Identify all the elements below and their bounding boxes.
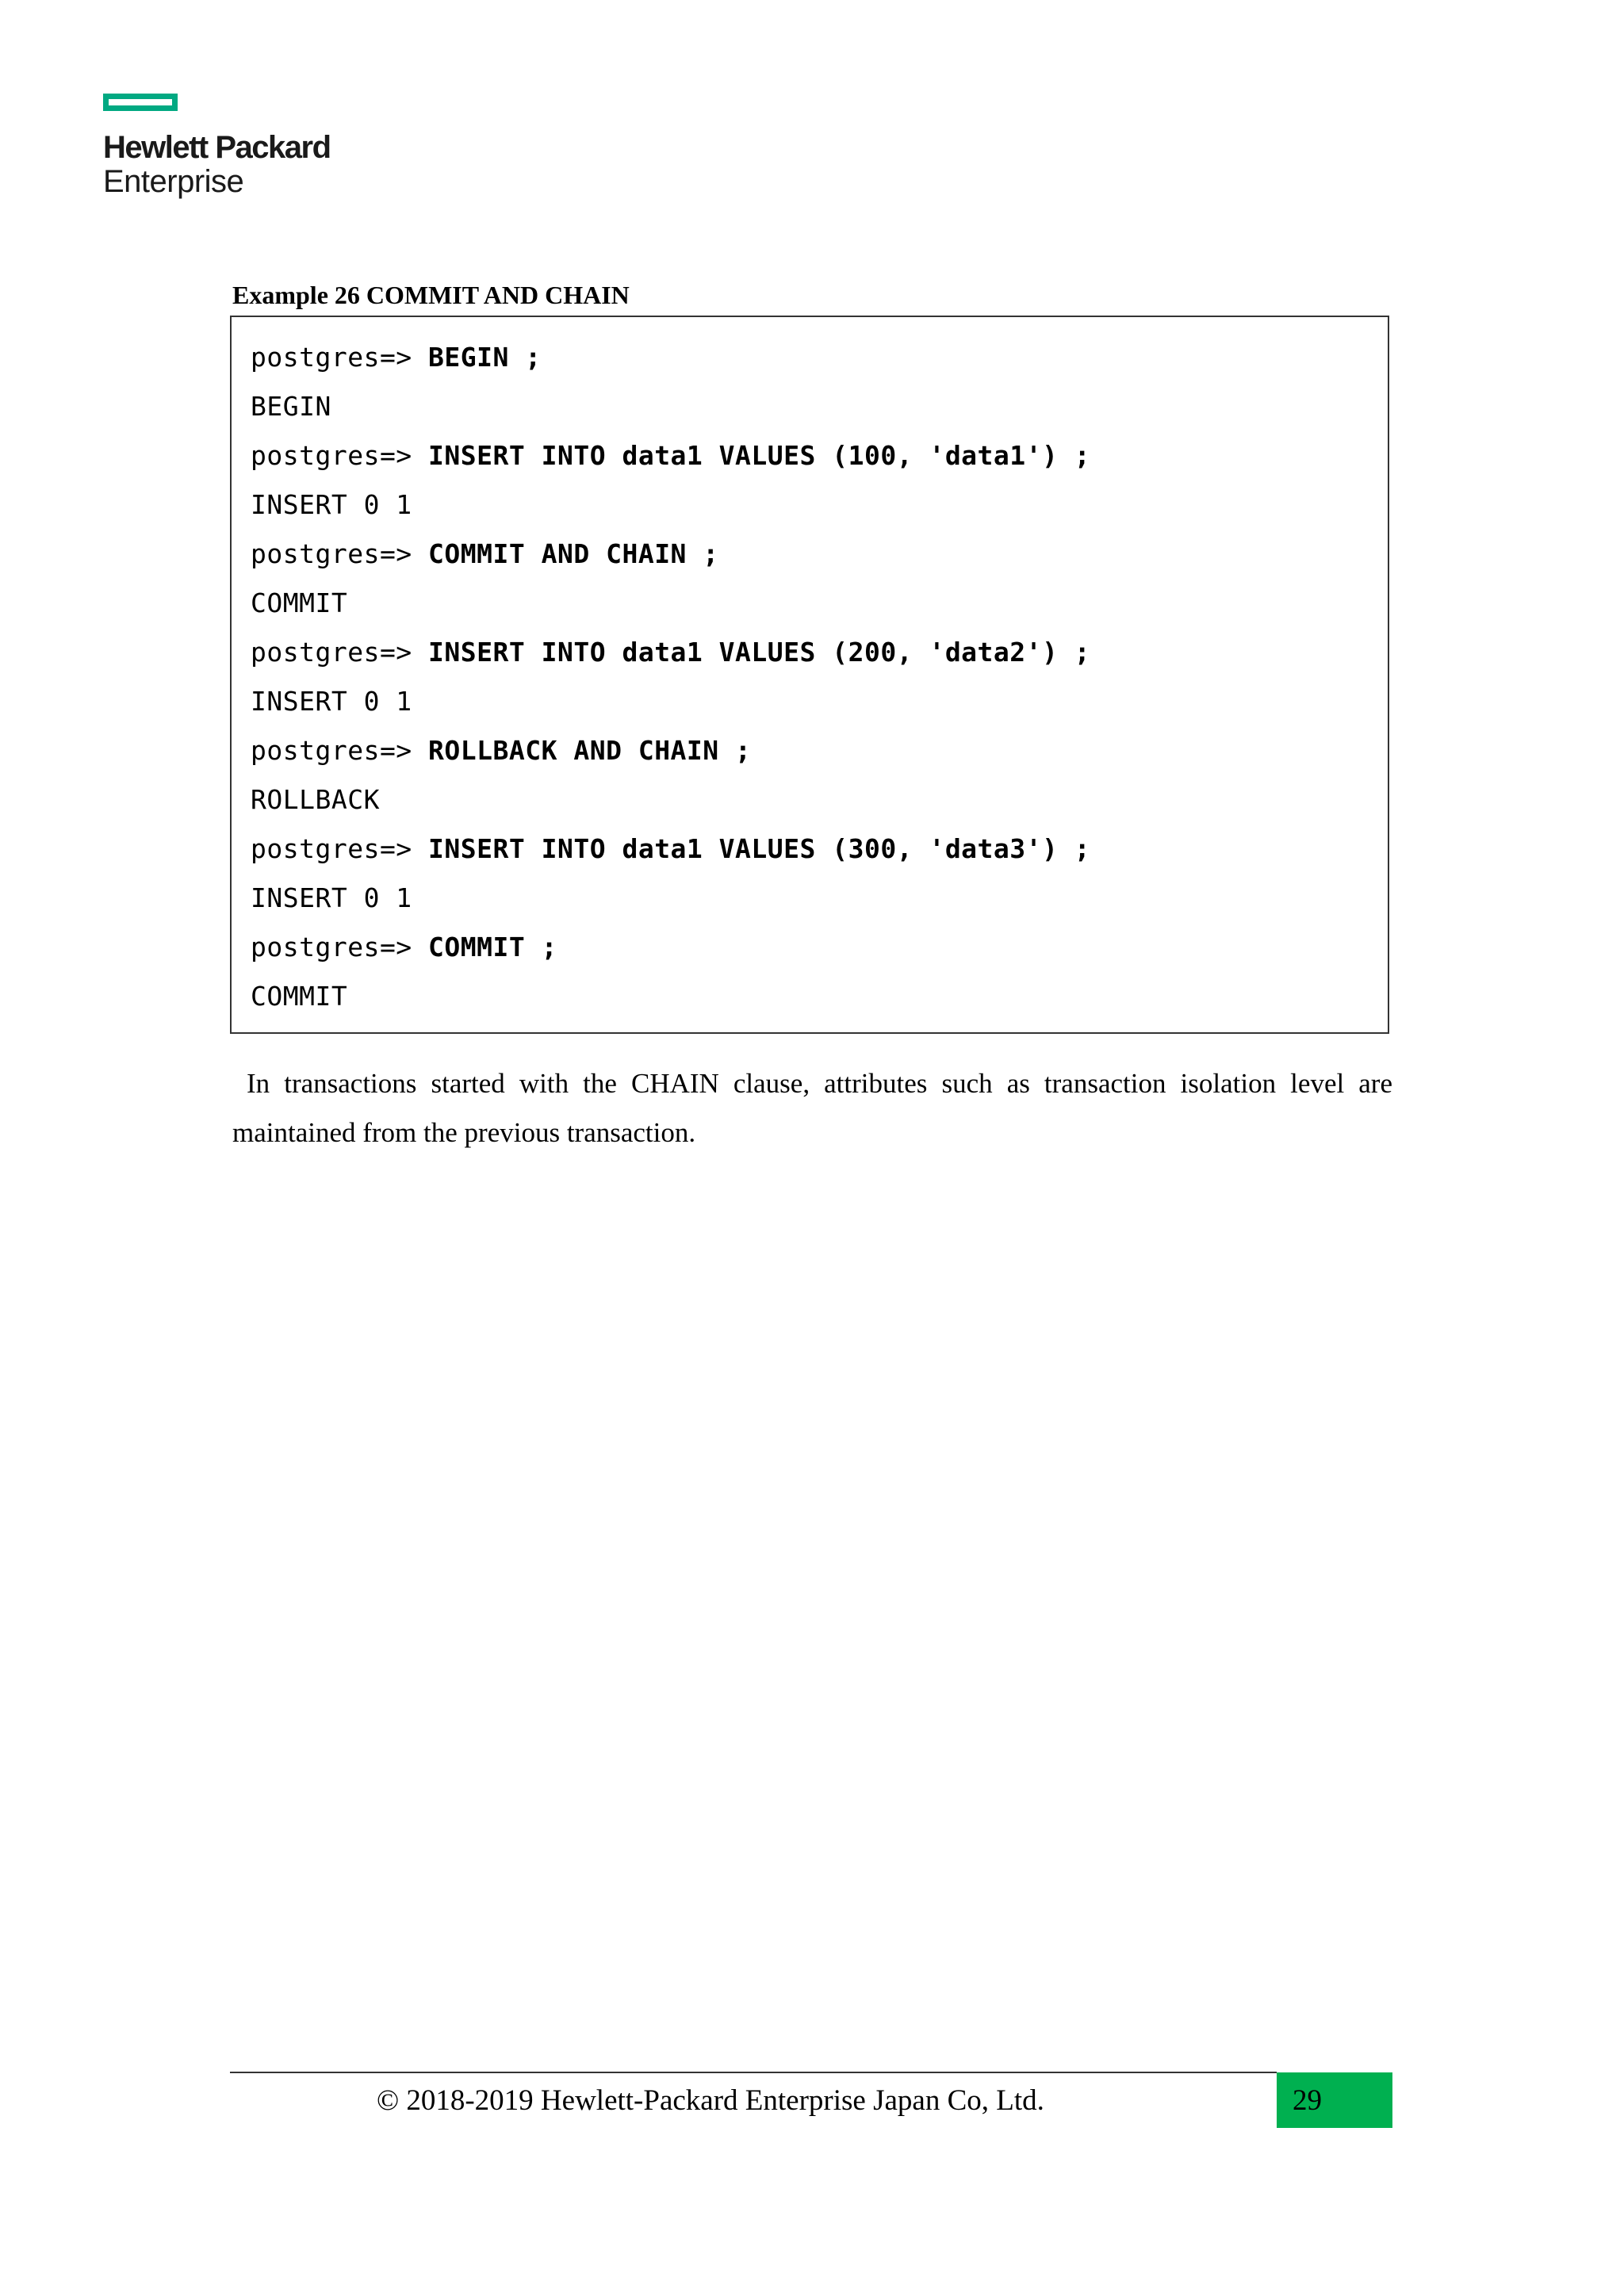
code-line xyxy=(251,972,1388,1021)
output: COMMIT xyxy=(251,981,348,1012)
footer-copyright: © 2018-2019 Hewlett-Packard Enterprise Japan Co, Ltd. xyxy=(377,2084,1044,2117)
output: INSERT 0 1 xyxy=(251,882,412,913)
code-line xyxy=(251,628,1388,677)
prompt: postgres=> xyxy=(251,538,429,569)
code-line xyxy=(251,923,1388,972)
body-paragraph: In transactions started with the CHAIN clause, attributes such as transaction isolation level are maintained from the previous transaction. xyxy=(232,1068,1392,1148)
code-line xyxy=(251,726,1388,775)
prompt: postgres=> xyxy=(251,342,429,373)
code-line xyxy=(251,382,1388,431)
company-logo xyxy=(103,94,331,199)
example-caption: Example 26 COMMIT AND CHAIN xyxy=(232,281,630,309)
prompt: postgres=> xyxy=(251,440,429,471)
command: ROLLBACK AND CHAIN ; xyxy=(428,735,752,766)
code-line xyxy=(251,530,1388,579)
footer-divider xyxy=(230,2072,1277,2073)
page-number: 29 xyxy=(1293,2084,1322,2117)
command: COMMIT ; xyxy=(428,932,557,962)
output: INSERT 0 1 xyxy=(251,489,412,520)
command: BEGIN ; xyxy=(428,342,542,373)
command: COMMIT AND CHAIN ; xyxy=(428,538,719,569)
output: INSERT 0 1 xyxy=(251,686,412,717)
page-number-badge xyxy=(1277,2072,1392,2128)
prompt: postgres=> xyxy=(251,833,429,864)
logo-name-line2: Enterprise xyxy=(103,164,244,199)
command: INSERT INTO data1 VALUES (200, 'data2') ; xyxy=(428,637,1091,668)
command: INSERT INTO data1 VALUES (100, 'data1') ; xyxy=(428,440,1091,471)
code-line xyxy=(251,431,1388,480)
output: ROLLBACK xyxy=(251,784,380,815)
command: INSERT INTO data1 VALUES (300, 'data3') ; xyxy=(428,833,1091,864)
output: COMMIT xyxy=(251,587,348,618)
prompt: postgres=> xyxy=(251,932,429,962)
output: BEGIN xyxy=(251,391,331,422)
logo-mark-icon xyxy=(103,94,178,111)
code-line xyxy=(251,775,1388,825)
code-line xyxy=(251,874,1388,923)
code-block xyxy=(230,316,1389,1034)
code-line xyxy=(251,333,1388,382)
code-line xyxy=(251,480,1388,530)
prompt: postgres=> xyxy=(251,637,429,668)
code-line xyxy=(251,825,1388,874)
code-line xyxy=(251,677,1388,726)
prompt: postgres=> xyxy=(251,735,429,766)
logo-name-line1: Hewlett Packard xyxy=(103,130,331,165)
code-line xyxy=(251,579,1388,628)
